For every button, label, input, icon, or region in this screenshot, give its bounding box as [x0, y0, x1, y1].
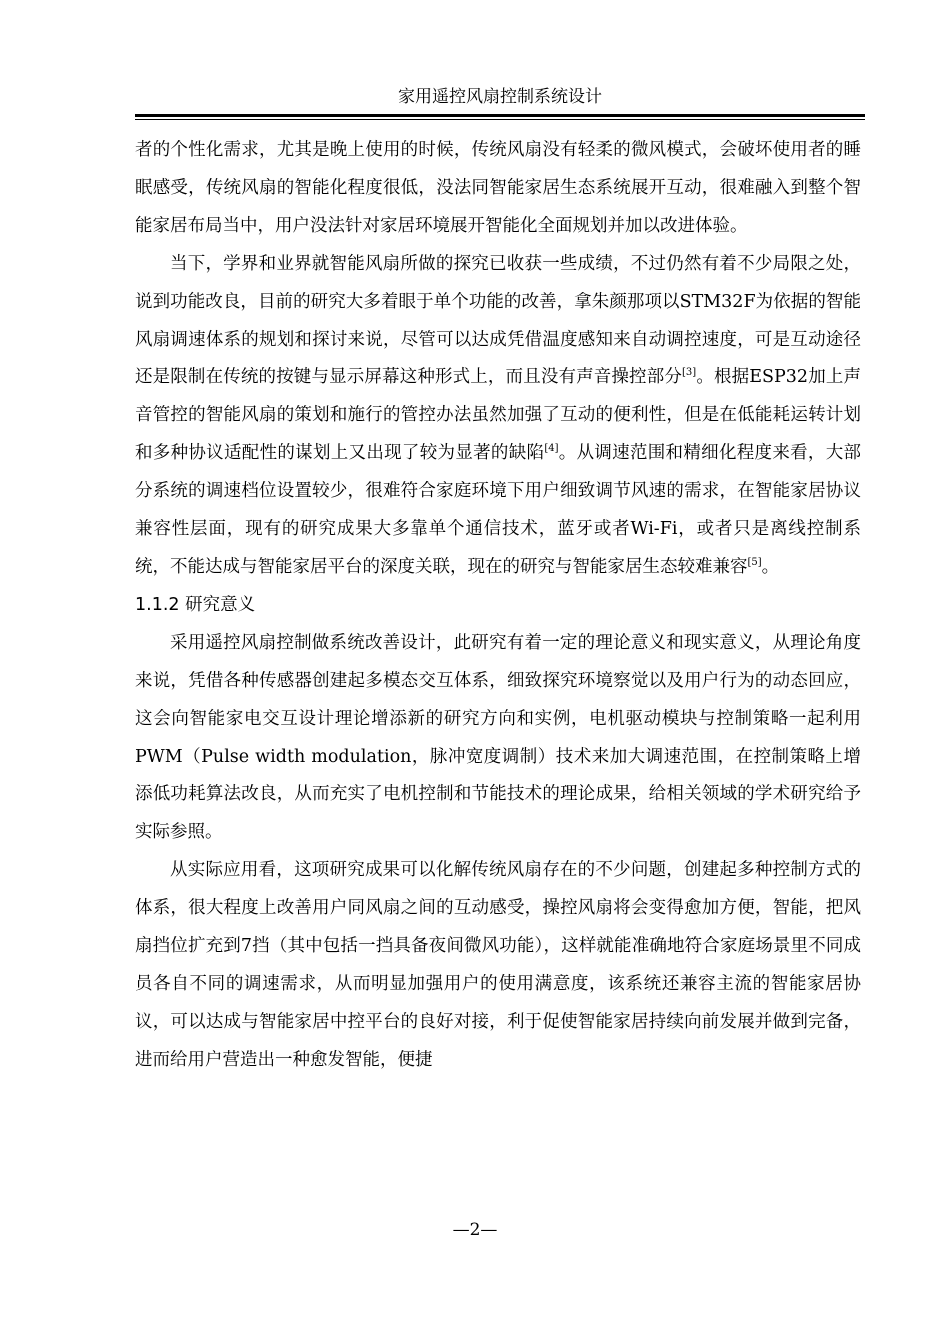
text-run: 当下，学界和业界就智能风扇所做的探究已收获一些成绩，不过仍然有着不少局限之处，说到功能改良，目前的研究大多着眼于单个功能的改善，拿朱颜那项以STM32F为依据的智能风扇调速体系的规划和探讨来说，尽管可以达成凭借温度感知来自动调控速度，可是互动途径还是限制在传统的按键与显示屏幕这种形式上，而且没有声音操控部分	[135, 253, 861, 388]
text-run: 。根据ESP32加上声音管控的智能风扇的策划和施行的管控办法虽然加强了互动的便利性，但是在低能耗运转计划和多种协议适配性的谋划上又出现了较为显著的缺陷	[135, 367, 861, 464]
citation-5: [5]	[747, 556, 762, 568]
paragraph-theoretical-significance: 采用遥控风扇控制做系统改善设计，此研究有着一定的理论意义和现实意义，从理论角度来说，凭借各种传感器创建起多模态交互体系，细致探究环境察觉以及用户行为的动态回应，这会向智能家电交互设计理论增添新的研究方向和实例，电机驱动模块与控制策略一起利用PWM（Pulse width modulation，脉冲宽度调制）技术来加大调速范围，在控制策略上增添低功耗算法改良，从而充实了电机控制和节能技术的理论成果，给相关领域的学术研究给予实际参照。	[135, 632, 861, 843]
text-run: 。从调速范围和精细化程度来看，大部分系统的调速档位设置较少，很难符合家庭环境下用户细致调节风速的需求，在智能家居协议兼容性层面，现有的研究成果大多靠单个通信技术，蓝牙或者Wi-Fi，或者只是离线控制系统，不能达成与智能家居平台的深度关联，现在的研究与智能家居生态较难兼容	[135, 443, 862, 577]
paragraph-practical-significance: 从实际应用看，这项研究成果可以化解传统风扇存在的不少问题，创建起多种控制方式的体系，很大程度上改善用户同风扇之间的互动感受，操控风扇将会变得愈加方便，智能，把风扇挡位扩充到7挡（其中包括一挡具备夜间微风功能），这样就能准确地符合家庭场景里不同成员各自不同的调速需求，从而明显加强用户的使用满意度，该系统还兼容主流的智能家居协议，可以达成与智能家居中控平台的良好对接，利于促使智能家居持续向前发展并做到完备，进而给用户营造出一种愈发智能，便捷	[135, 860, 861, 1070]
citation-4: [4]	[544, 443, 559, 455]
running-header: 家用遥控风扇控制系统设计	[398, 87, 602, 107]
header-rule-thin	[135, 119, 865, 120]
text-run: 。	[761, 556, 780, 577]
body-text	[135, 132, 861, 1080]
header-rule	[135, 114, 865, 117]
citation-3: [3]	[682, 367, 697, 379]
page-number: —2—	[452, 1220, 498, 1240]
paragraph-continued: 者的个性化需求，尤其是晚上使用的时候，传统风扇没有轻柔的微风模式，会破坏使用者的睡眠感受，传统风扇的智能化程度很低，没法同智能家居生态系统展开互动，很难融入到整个智能家居布局当中，用户没法针对家居环境展开智能化全面规划并加以改进体验。	[135, 140, 861, 236]
section-heading: 1.1.2 研究意义	[135, 594, 256, 615]
paragraph-research-status	[135, 246, 861, 587]
